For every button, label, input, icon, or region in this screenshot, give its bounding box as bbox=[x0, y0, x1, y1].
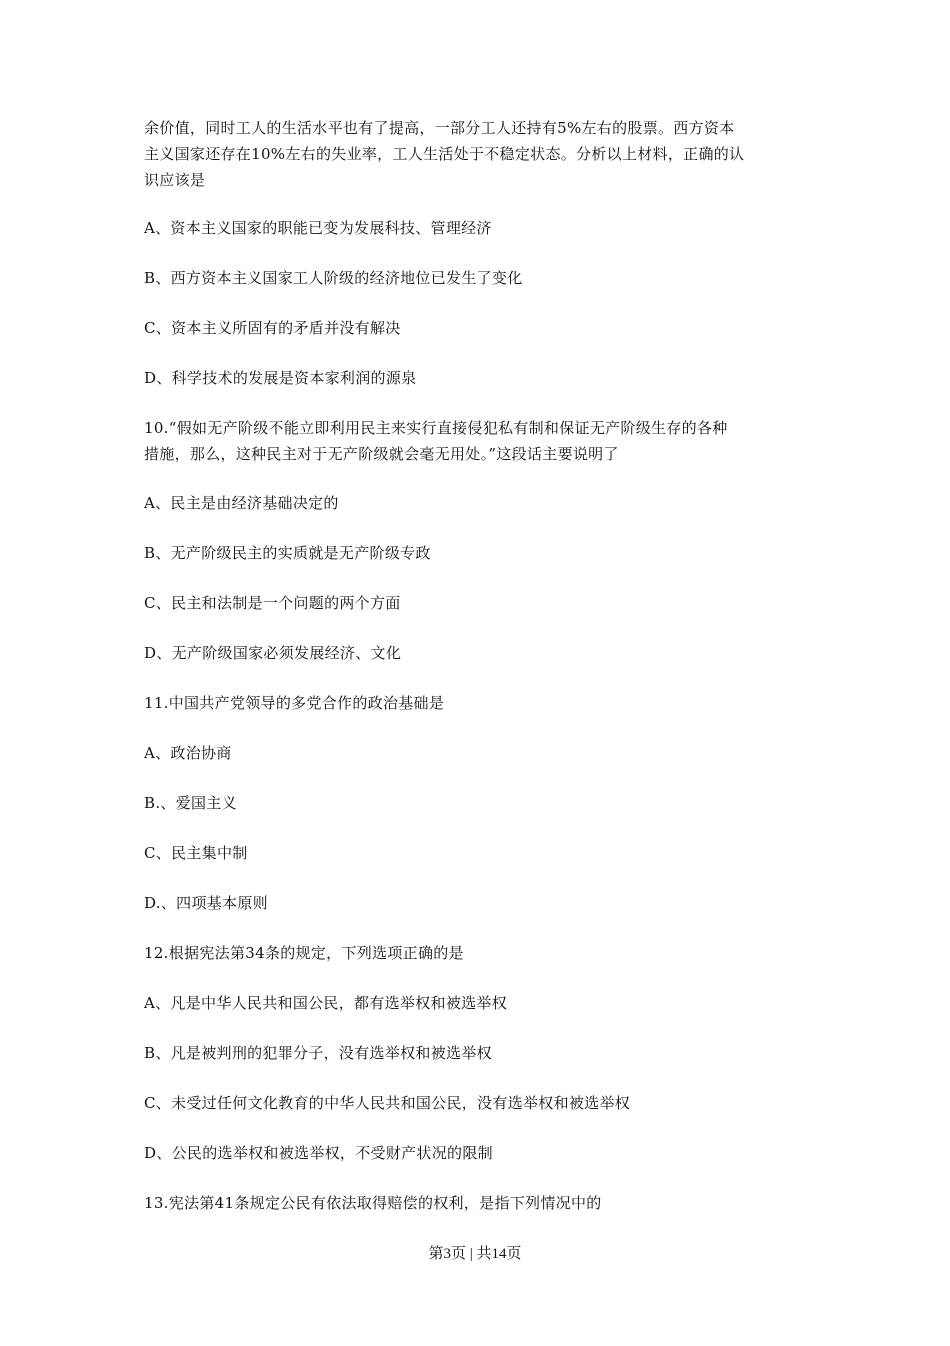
q10-option-d: D、无产阶级国家必须发展经济、文化 bbox=[144, 644, 402, 662]
q9-stem-line-1: 余价值，同时工人的生活水平也有了提高，一部分工人还持有5%左右的股票。西方资本 bbox=[144, 119, 735, 137]
q9-option-b: B、西方资本主义国家工人阶级的经济地位已发生了变化 bbox=[144, 269, 523, 287]
q10-stem-line-2: 措施，那么，这种民主对于无产阶级就会毫无用处。”这段话主要说明了 bbox=[144, 445, 619, 463]
q12-option-a: A、凡是中华人民共和国公民，都有选举权和被选举权 bbox=[144, 994, 508, 1012]
q13-stem: 13.宪法第41条规定公民有依法取得赔偿的权利，是指下列情况中的 bbox=[144, 1194, 602, 1212]
q11-stem: 11.中国共产党领导的多党合作的政治基础是 bbox=[144, 694, 445, 712]
q11-option-a: A、政治协商 bbox=[144, 744, 232, 762]
q11-option-d: D.、四项基本原则 bbox=[144, 894, 268, 912]
q9-option-c: C、资本主义所固有的矛盾并没有解决 bbox=[144, 319, 401, 337]
q12-stem: 12.根据宪法第34条的规定，下列选项正确的是 bbox=[144, 944, 464, 962]
q10-option-c: C、民主和法制是一个问题的两个方面 bbox=[144, 594, 401, 612]
q12-option-b: B、凡是被判刑的犯罪分子，没有选举权和被选举权 bbox=[144, 1044, 492, 1062]
q10-stem-line-1: 10.“假如无产阶级不能立即利用民主来实行直接侵犯私有制和保证无产阶级生存的各种 bbox=[144, 419, 728, 437]
q10-option-a: A、民主是由经济基础决定的 bbox=[144, 494, 339, 512]
q9-stem-line-3: 识应该是 bbox=[144, 171, 206, 189]
q9-stem-line-2: 主义国家还存在10%左右的失业率，工人生活处于不稳定状态。分析以上材料，正确的认 bbox=[144, 145, 745, 163]
q10-option-b: B、无产阶级民主的实质就是无产阶级专政 bbox=[144, 544, 431, 562]
q11-option-b: B.、爱国主义 bbox=[144, 794, 237, 812]
q9-option-a: A、资本主义国家的职能已变为发展科技、管理经济 bbox=[144, 219, 492, 237]
page-footer: 第3页 | 共14页 bbox=[428, 1246, 522, 1262]
q11-option-c: C、民主集中制 bbox=[144, 844, 248, 862]
q12-option-d: D、公民的选举权和被选举权，不受财产状况的限制 bbox=[144, 1144, 493, 1162]
q12-option-c: C、未受过任何文化教育的中华人民共和国公民，没有选举权和被选举权 bbox=[144, 1094, 631, 1112]
q9-option-d: D、科学技术的发展是资本家利润的源泉 bbox=[144, 369, 417, 387]
